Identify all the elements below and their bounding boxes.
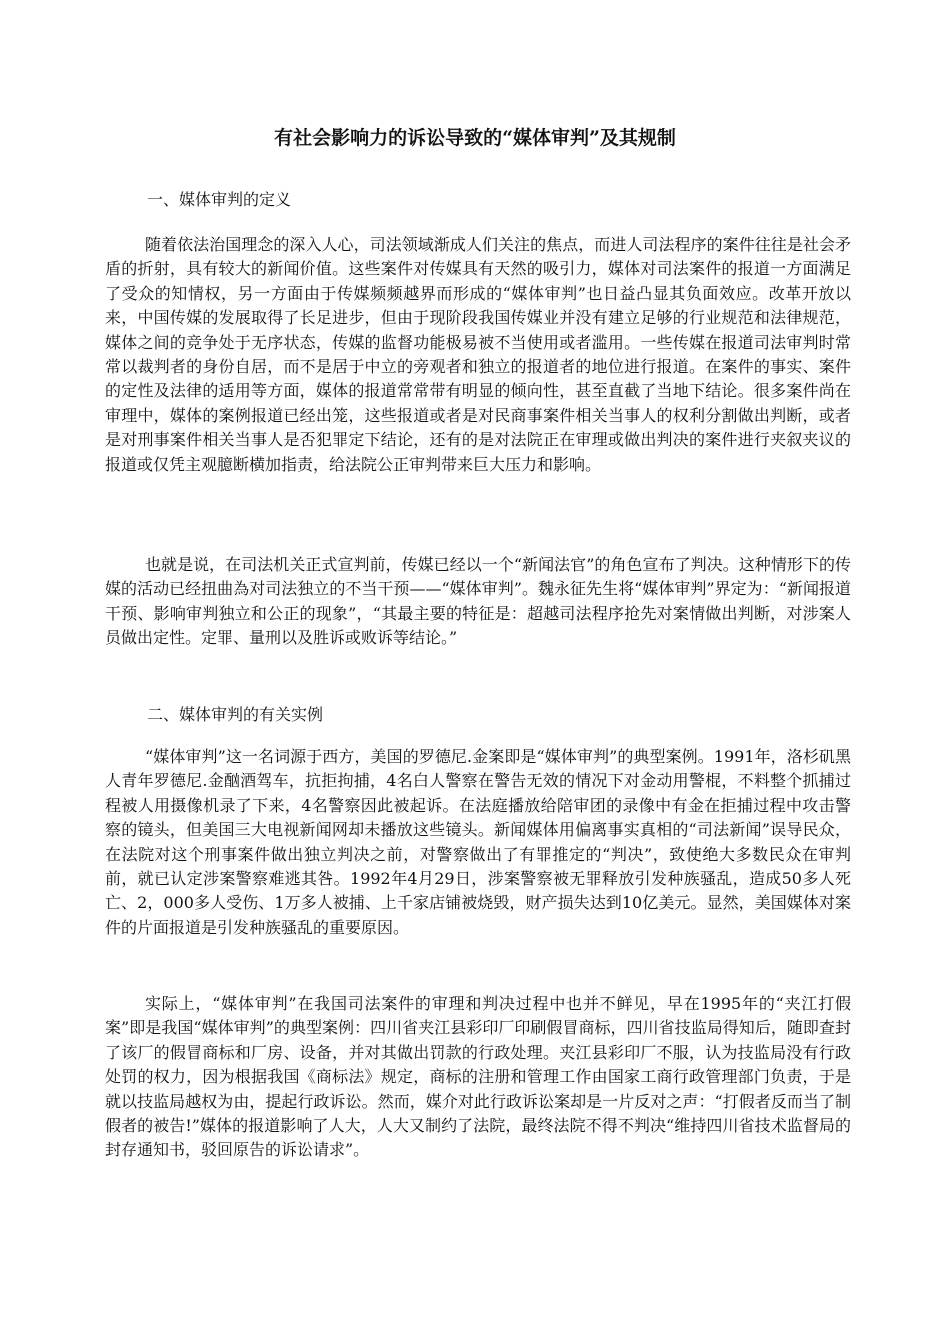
paragraph: 随着依法治国理念的深入人心，司法领域渐成人们关注的焦点，而进人司法程序的案件往往是社会矛盾的折射，具有较大的新闻价值。这些案件对传媒具有天然的吸引力，媒体对司法案件的报道一方面满足了受众的知情权，另一方面由于传媒频频越界而形成的“媒体审判”也日益凸显其负面效应。改革开放以来，中国传媒的发展取得了长足进步，但由于现阶段我国传媒业并没有建立足够的行业规范和法律规范，媒体之间的竞争处于无序状态，传媒的监督功能极易被不当使用或者滥用。一些传媒在报道司法审判时常常以裁判者的身份自居，而不是居于中立的旁观者和独立的报道者的地位进行报道。在案件的事实、案件的定性及法律的适用等方面，媒体的报道常常带有明显的倾向性，甚至直截了当地下结论。很多案件尚在审理中，媒体的案例报道已经出笼，这些报道或者是对民商事案件相关当事人的权利分割做出判断，或者是对刑事案件相关当事人是否犯罪定下结论，还有的是对法院正在审理或做出判决的案件进行夹叙夹议的报道或仅凭主观臆断横加指责，给法院公正审判带来巨大压力和影响。 <box>105 235 851 474</box>
paragraph: 也就是说，在司法机关正式宣判前，传媒已经以一个“新闻法官”的角色宣布了判决。这种情形下的传媒的活动已经扭曲為对司法独立的不当干预——“媒体审判”。魏永征先生将“媒体审判”界定为：“新闻报道干预、影响审判独立和公正的现象”，“其最主要的特征是：超越司法程序抢先对案情做出判断，对涉案人员做出定性。定罪、量刑以及胜诉或败诉等结论。” <box>105 555 851 648</box>
paragraph: 实际上，“媒体审判”在我国司法案件的审理和判决过程中也并不鲜见，早在1995年的“夹江打假案”即是我国“媒体审判”的典型案例：四川省夹江县彩印厂印刷假冒商标，四川省技监局得知后，随即查封了该厂的假冒商标和厂房、设备，并对其做出罚款的行政处理。夹江县彩印厂不服，认为技监局没有行政处罚的权力，因为根据我国《商标法》规定，商标的注册和管理工作由国家工商行政管理部门负责，于是就以技监局越权为由，提起行政诉讼。然而，媒介对此行政诉讼案却是一片反对之声：“打假者反而当了制假者的被告!”媒体的报道影响了人大，人大又制约了法院，最终法院不得不判决“维持四川省技术监督局的封存通知书，驳回原告的诉讼请求”。 <box>105 994 851 1160</box>
paragraph: “媒体审判”这一名词源于西方，美国的罗德尼.金案即是“媒体审判”的典型案例。1991年，洛杉矶黑人青年罗德尼.金酗酒驾车，抗拒拘捕，4名白人警察在警告无效的情况下对金动用警棍，不料整个抓捕过程被人用摄像机录了下来，4名警察因此被起诉。在法庭播放给陪审团的录像中有金在拒捕过程中攻击警察的镜头，但美国三大电视新闻网却未播放这些镜头。新闻媒体用偏离事实真相的“司法新闻”误导民众，在法院对这个刑事案件做出独立判决之前，对警察做出了有罪推定的“判决”，致使绝大多数民众在审判前，就已认定涉案警察难逃其咎。1992年4月29日，涉案警察被无罪释放引发种族骚乱，造成50多人死亡、2，000多人受伤、1万多人被捕、上千家店铺被烧毁，财产损失达到10亿美元。显然，美国媒体对案件的片面报道是引发种族骚乱的重要原因。 <box>105 747 851 937</box>
section-heading-examples: 二、媒体审判的有关实例 <box>147 705 324 724</box>
document-title: 有社会影响力的诉讼导致的“媒体审判”及其规制 <box>274 127 676 149</box>
section-heading-definition: 一、媒体审判的定义 <box>147 190 292 209</box>
